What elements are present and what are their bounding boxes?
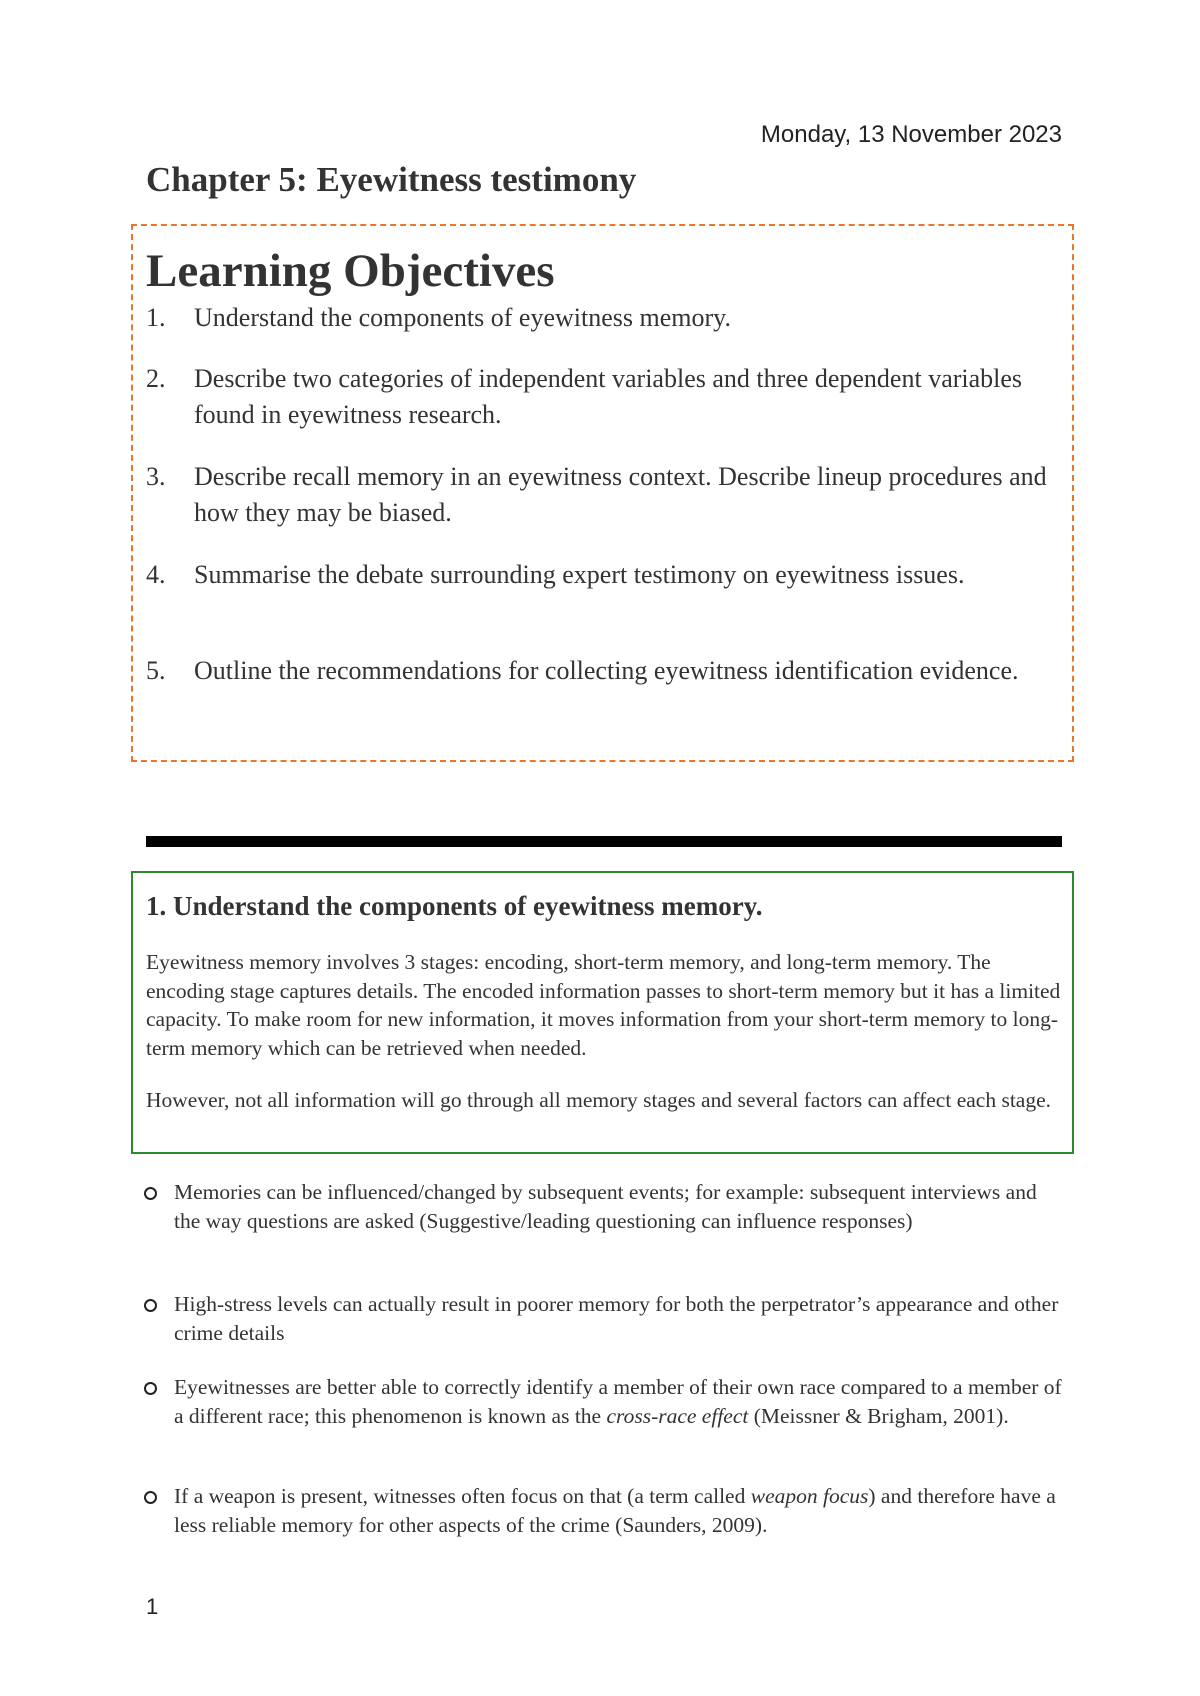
hollow-circle-bullet-icon: [144, 1491, 157, 1504]
section-divider: [146, 836, 1062, 847]
bullet-text-part: ) and therefore have a less reliable memory for other aspects of the crime (Saunders, 2009).: [174, 1484, 1056, 1537]
page-number: 1: [146, 1594, 159, 1619]
section-1-paragraph: However, not all information will go through all memory stages and several factors can affect each stage.: [146, 1088, 1052, 1112]
objective-number: 1.: [146, 303, 166, 332]
objective-number: 2.: [146, 364, 166, 393]
chapter-title: Chapter 5: Eyewitness testimony: [146, 160, 637, 199]
objective-text: Describe recall memory in an eyewitness context. Describe lineup procedures and how they may be biased.: [194, 462, 1047, 527]
section-1-box: [131, 871, 1074, 1154]
bullet-text: High-stress levels can actually result in poorer memory for both the perpetrator’s appearance and other crime details: [174, 1292, 1059, 1345]
bullet-text: Memories can be influenced/changed by subsequent events; for example: subsequent interviews and the way questions are asked (Suggestive/leading questioning can influence responses): [174, 1180, 1037, 1233]
emphasized-term: cross-race effect: [606, 1403, 749, 1428]
emphasized-term: weapon focus: [750, 1484, 869, 1508]
hollow-circle-bullet-icon: [144, 1299, 157, 1312]
objective-number: 3.: [146, 462, 166, 491]
bullet-text-part: Eyewitnesses are better able to correctly identify a member of their own race compared to a member of a different race; this phenomenon is known as the: [174, 1375, 1062, 1428]
section-1-paragraph: Eyewitness memory involves 3 stages: encoding, short-term memory, and long-term memory. The encoding stage captures details. The encoded information passes to short-term memory but it has a limited capacity. To make room for new information, it moves information from your short-term memory to long-term memory which can be retrieved when needed.: [146, 950, 1061, 1060]
bullet-text-part: (Meissner & Brigham, 2001).: [748, 1403, 1009, 1428]
learning-objectives-title: Learning Objectives: [146, 245, 555, 297]
objective-number: 5.: [146, 656, 166, 685]
hollow-circle-bullet-icon: [144, 1187, 157, 1200]
hollow-circle-bullet-icon: [144, 1382, 157, 1395]
bullet-text-part: If a weapon is present, witnesses often focus on that (a term called: [174, 1484, 751, 1508]
bullet-text: [174, 1482, 1064, 1539]
objective-text: Understand the components of eyewitness memory.: [194, 303, 731, 332]
objective-number: 4.: [146, 560, 166, 589]
bullet-text: [174, 1373, 1064, 1430]
learning-objectives-box: [131, 224, 1074, 762]
objective-text: Outline the recommendations for collecting eyewitness identification evidence.: [194, 656, 1019, 685]
section-1-heading: 1. Understand the components of eyewitness memory.: [146, 891, 763, 921]
objective-text: Describe two categories of independent variables and three dependent variables found in eyewitness research.: [194, 364, 1023, 429]
objective-text: Summarise the debate surrounding expert testimony on eyewitness issues.: [194, 560, 965, 589]
document-date: Monday, 13 November 2023: [760, 121, 1062, 148]
